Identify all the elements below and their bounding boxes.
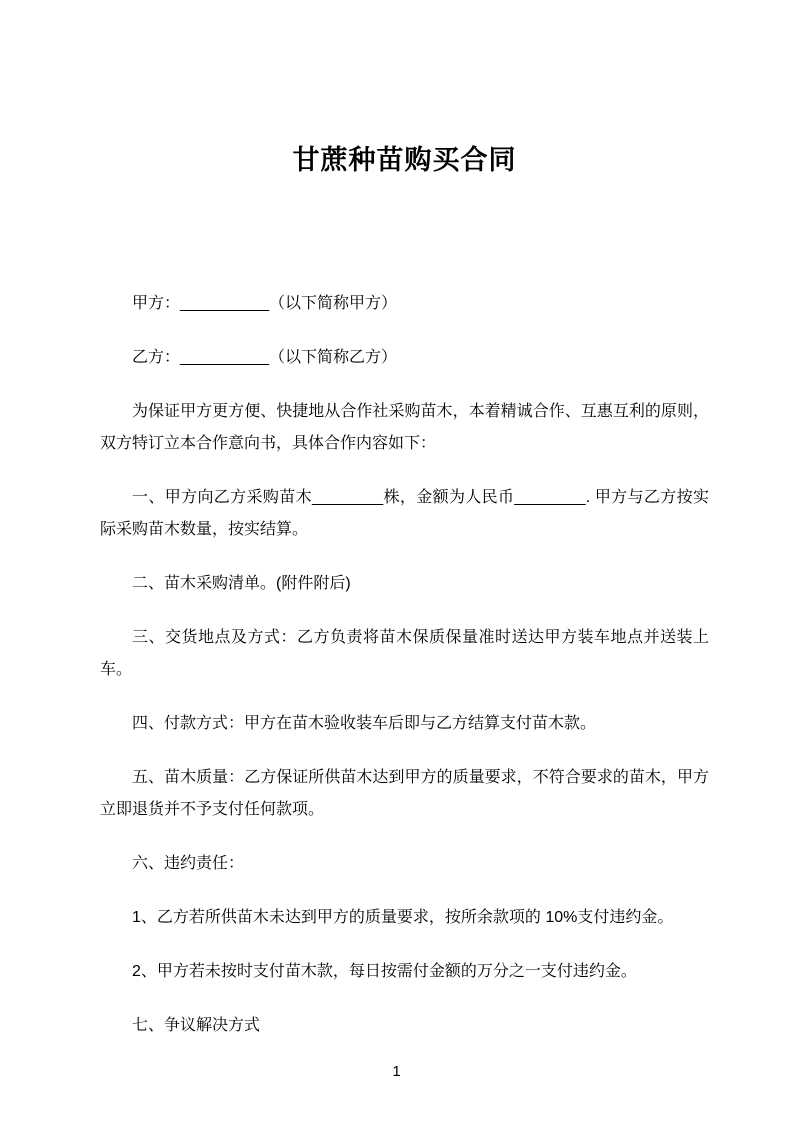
paragraph: 1、乙方若所供苗木未达到甲方的质量要求，按所余款项的 10%支付违约金。 bbox=[132, 909, 674, 926]
paragraph: 一、甲方向乙方采购苗木________株，金额为人民币________. 甲方与乙方按实际采购苗木数量，按实结算。 bbox=[100, 489, 709, 538]
paragraph: 三、交货地点及方式：乙方负责将苗木保质保量准时送达甲方装车地点并送装上车。 bbox=[100, 629, 709, 678]
paragraph: 五、苗木质量：乙方保证所供苗木达到甲方的质量要求，不符合要求的苗木，甲方立即退货并不予支付任何款项。 bbox=[100, 769, 709, 818]
paragraph: 为保证甲方更方便、快捷地从合作社采购苗木，本着精诚合作、互惠互利的原则，双方特订立本合作意向书，具体合作内容如下： bbox=[100, 403, 709, 452]
paragraph: 四、付款方式：甲方在苗木验收装车后即与乙方结算支付苗木款。 bbox=[132, 715, 597, 732]
paragraph: 七、争议解决方式 bbox=[132, 1017, 261, 1034]
document-title: 甘蔗种苗购买合同 bbox=[292, 145, 517, 175]
document-body bbox=[100, 288, 709, 1042]
paragraph: 六、违约责任： bbox=[132, 855, 245, 872]
paragraph: 2、甲方若未按时支付苗木款，每日按需付金额的万分之一支付违约金。 bbox=[132, 963, 637, 980]
paragraph: 乙方：__________（以下简称乙方） bbox=[132, 349, 397, 366]
paragraph: 甲方：__________（以下简称甲方） bbox=[132, 295, 397, 312]
paragraph: 二、苗木采购清单。(附件附后) bbox=[132, 575, 351, 592]
page-number: 1 bbox=[392, 1063, 401, 1080]
